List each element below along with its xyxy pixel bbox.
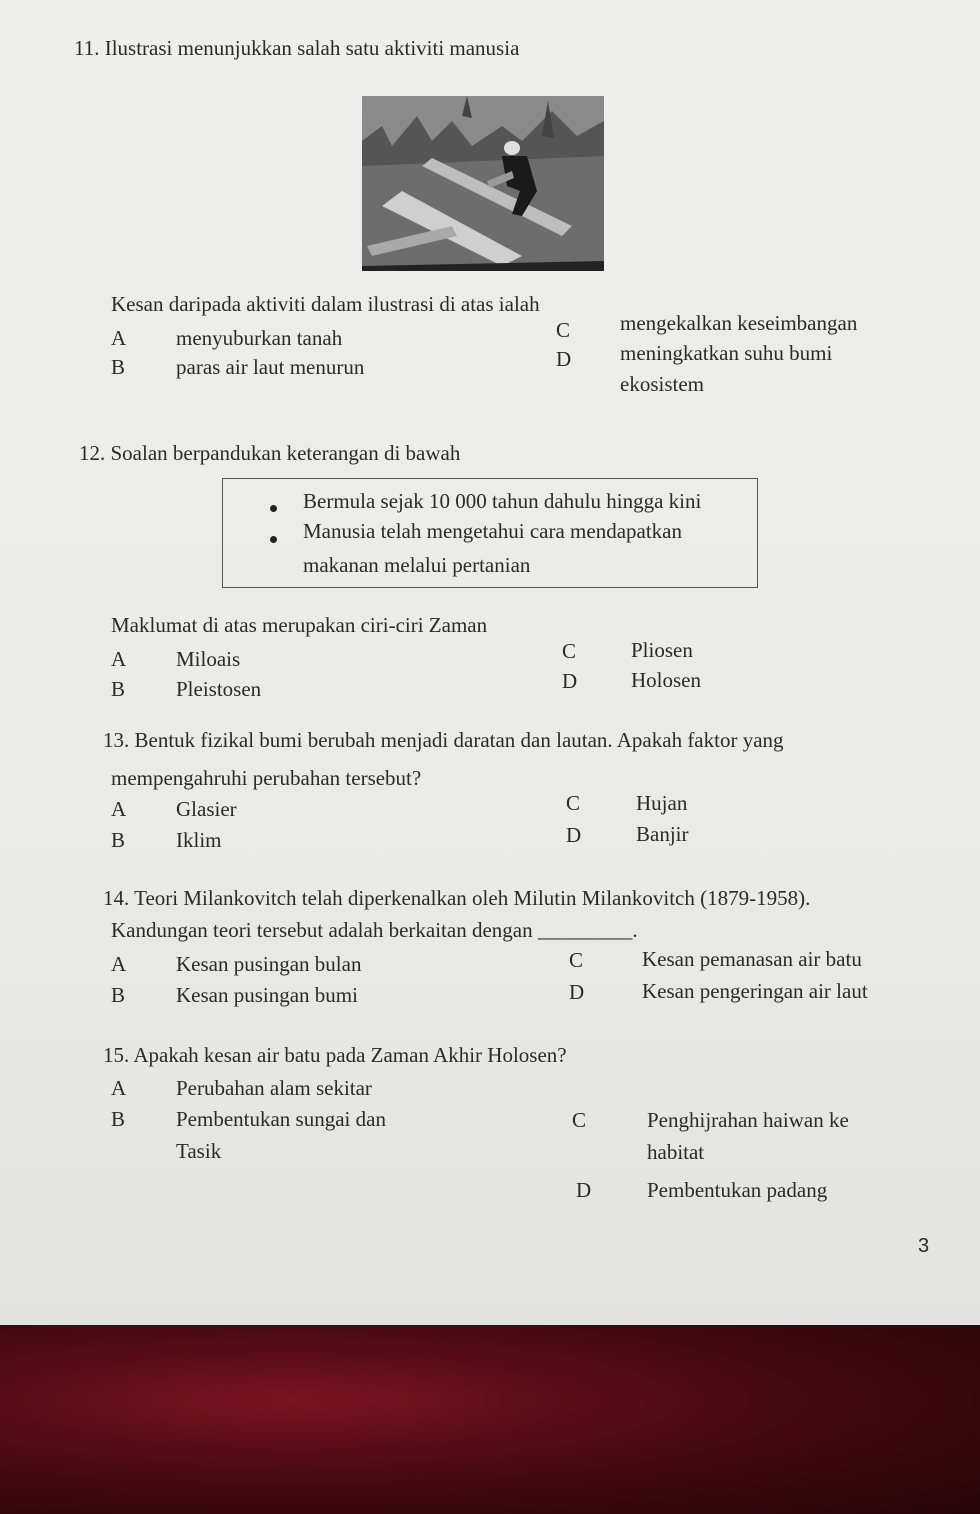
q13-option-b-letter: B	[111, 828, 126, 852]
q13-option-a-letter: A	[111, 797, 127, 821]
page-number: 3	[918, 1235, 930, 1257]
q13-stem-line1: 13. Bentuk fizikal bumi berubah menjadi daratan dan lautan. Apakah faktor yang	[103, 728, 784, 752]
q14-stem-line2: Kandungan teori tersebut adalah berkaitan dengan _________.	[111, 918, 638, 942]
q13-stem-line2: mempengahruhi perubahan tersebut?	[111, 766, 422, 790]
q11-option-d-letter: D	[556, 347, 572, 371]
q14-option-d-text: Kesan pengeringan air laut	[642, 979, 868, 1003]
q11-option-c-text-continued: ekosistem	[620, 372, 704, 396]
q14-option-d-letter: D	[569, 980, 585, 1004]
q15-option-b-letter: B	[111, 1107, 126, 1131]
q11-stem: 11. Ilustrasi menunjukkan salah satu aktiviti manusia	[74, 36, 520, 60]
q14-option-a-letter: A	[111, 952, 127, 976]
q11-option-b-letter: B	[111, 355, 126, 379]
bullet-dot	[270, 505, 277, 512]
q12-option-c-text: Pliosen	[631, 638, 693, 662]
q11-option-c-text: mengekalkan keseimbangan	[620, 311, 858, 335]
q14-option-c-text: Kesan pemanasan air batu	[642, 947, 862, 971]
q12-option-b-letter: B	[111, 677, 126, 701]
q15-option-a-text: Perubahan alam sekitar	[176, 1076, 372, 1100]
q15-option-c-letter: C	[572, 1108, 587, 1132]
q14-option-a-text: Kesan pusingan bulan	[176, 952, 362, 976]
q12-question: Maklumat di atas merupakan ciri-ciri Zaman	[111, 613, 488, 637]
q12-option-a-letter: A	[111, 647, 127, 671]
bullet-dot	[270, 536, 277, 543]
q11-option-d-text: meningkatkan suhu bumi	[620, 341, 833, 365]
q14-option-b-text: Kesan pusingan bumi	[176, 983, 358, 1007]
q12-option-b-text: Pleistosen	[176, 677, 262, 701]
q12-option-d-text: Holosen	[631, 668, 701, 692]
q13-option-b-text: Iklim	[176, 828, 222, 852]
q15-option-d-letter: D	[576, 1178, 592, 1202]
q15-stem: 15. Apakah kesan air batu pada Zaman Akhir Holosen?	[103, 1043, 567, 1067]
q11-option-c-letter: C	[556, 318, 571, 342]
q13-option-c-letter: C	[566, 791, 581, 815]
logging-illustration	[362, 96, 604, 271]
q13-option-c-text: Hujan	[636, 791, 688, 815]
q15-option-a-letter: A	[111, 1076, 127, 1100]
info-bullet-1: Bermula sejak 10 000 tahun dahulu hingga kini	[303, 489, 702, 513]
q14-option-b-letter: B	[111, 983, 126, 1007]
q13-option-d-text: Banjir	[636, 822, 689, 846]
q13-option-d-letter: D	[566, 823, 582, 847]
q15-option-c-text: Penghijrahan haiwan ke	[647, 1108, 849, 1132]
q15-option-d-text: Pembentukan padang	[647, 1178, 828, 1202]
q11-option-a-letter: A	[111, 326, 127, 350]
q15-option-b-text-continued: Tasik	[176, 1139, 222, 1163]
q15-option-c-text-continued: habitat	[647, 1140, 705, 1164]
q14-stem-line1: 14. Teori Milankovitch telah diperkenalkan oleh Milutin Milankovitch (1879-1958).	[103, 886, 811, 910]
q11-option-a-text: menyuburkan tanah	[176, 326, 343, 350]
q12-stem: 12. Soalan berpandukan keterangan di bawah	[79, 441, 461, 465]
info-bullet-2-line2: makanan melalui pertanian	[303, 553, 531, 577]
q13-option-a-text: Glasier	[176, 797, 237, 821]
q15-option-b-text: Pembentukan sungai dan	[176, 1107, 386, 1131]
q11-question: Kesan daripada aktiviti dalam ilustrasi di atas ialah	[111, 292, 540, 316]
q14-option-c-letter: C	[569, 948, 584, 972]
q12-option-a-text: Miloais	[176, 647, 241, 671]
q11-option-b-text: paras air laut menurun	[176, 355, 365, 379]
info-bullet-2-line1: Manusia telah mengetahui cara mendapatkan	[303, 519, 683, 543]
q12-option-c-letter: C	[562, 639, 577, 663]
table-surface	[0, 1325, 980, 1514]
q12-option-d-letter: D	[562, 669, 578, 693]
